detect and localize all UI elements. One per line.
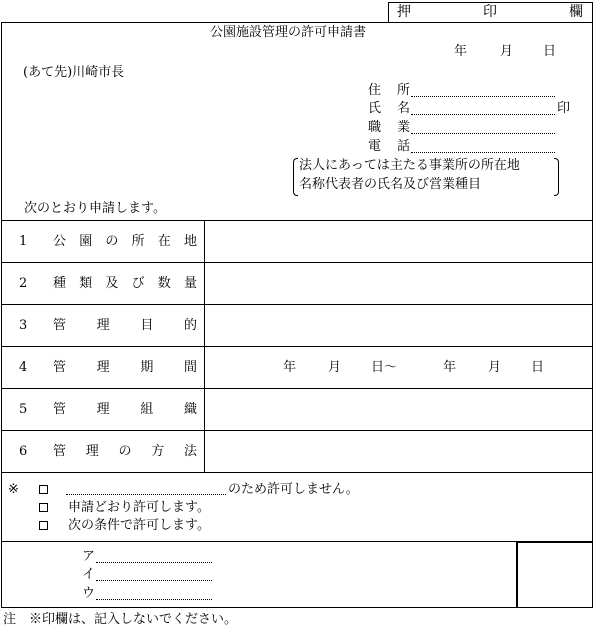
purpose-field[interactable] [206,306,591,345]
row-number: 4 [19,360,28,375]
row-number: 5 [19,402,28,417]
reference-mark: ※ [8,482,19,497]
period-end-day: 日 [531,360,545,375]
row-label-organization: 管 理 組 織 [53,402,197,417]
stamp-box [516,541,592,607]
table-bottom-rule [1,472,593,473]
deny-text: のため許可しません。 [228,482,359,497]
deny-checkbox[interactable] [39,485,48,494]
occupation-label: 職 業 [368,120,410,135]
addressee: (あて先)川崎市長 [23,65,125,80]
period-start-day: 日〜 [371,360,398,375]
corp-note-bracket-left [293,158,298,196]
row-label-period: 管 理 期 間 [53,360,197,375]
date-month: 月 [500,44,514,59]
organization-field[interactable] [206,390,591,429]
row-label-park-location: 公 園 の 所 在 地 [53,234,197,249]
approve-text: 申請どおり許可します。 [68,500,210,515]
method-field[interactable] [206,432,591,471]
condition-a-field[interactable] [96,562,212,563]
phone-field[interactable] [411,152,555,153]
conditional-text: 次の条件で許可します。 [68,518,210,533]
condition-u-label: ウ [82,586,96,601]
row-label-type-quantity: 種 類 及 び 数 量 [53,276,197,291]
row-number: 1 [19,234,28,249]
row-divider [1,346,593,347]
row-divider [1,262,593,263]
date-year: 年 [454,44,468,59]
period-start-month: 月 [328,360,342,375]
name-label: 氏 名 [368,101,410,116]
form-title: 公園施設管理の許可申請書 [210,25,367,40]
seal-header-label: 押 印 欄 [397,4,583,20]
table-top-rule [1,220,593,221]
corp-note-line-2: 名称代表者の氏名及び営業種目 [299,177,482,192]
condition-i-field[interactable] [96,580,212,581]
row-divider [1,430,593,431]
condition-a-label: ア [82,549,96,564]
row-number: 2 [19,276,28,291]
row-divider [1,304,593,305]
footer-note: 注 ※印欄は、記入しないでください。 [3,612,238,627]
approve-checkbox[interactable] [39,503,48,512]
name-field[interactable] [411,114,555,115]
corp-note-bracket-right [554,158,559,196]
label-column-divider [204,220,205,472]
seal-mark: 印 [557,101,571,116]
condition-i-label: イ [82,567,96,582]
row-label-purpose: 管 理 目 的 [53,318,197,333]
period-start-year: 年 [283,360,297,375]
address-field[interactable] [411,96,555,97]
conditions-divider [1,541,593,542]
type-quantity-field[interactable] [206,264,591,303]
conditional-checkbox[interactable] [39,521,48,530]
period-end-year: 年 [443,360,457,375]
condition-u-field[interactable] [96,599,212,600]
row-number: 3 [19,318,28,333]
deny-reason-field[interactable] [66,494,226,495]
row-number: 6 [19,444,28,459]
occupation-field[interactable] [411,133,555,134]
row-label-method: 管 理 の 方 法 [53,444,197,459]
intro-text: 次のとおり申請します。 [24,201,166,216]
park-location-field[interactable] [206,222,591,261]
phone-label: 電 話 [368,139,410,154]
period-end-month: 月 [488,360,502,375]
row-divider [1,388,593,389]
corp-note-line-1: 法人にあっては主たる事業所の所在地 [299,158,520,173]
date-day: 日 [543,44,557,59]
address-label: 住 所 [368,83,410,98]
